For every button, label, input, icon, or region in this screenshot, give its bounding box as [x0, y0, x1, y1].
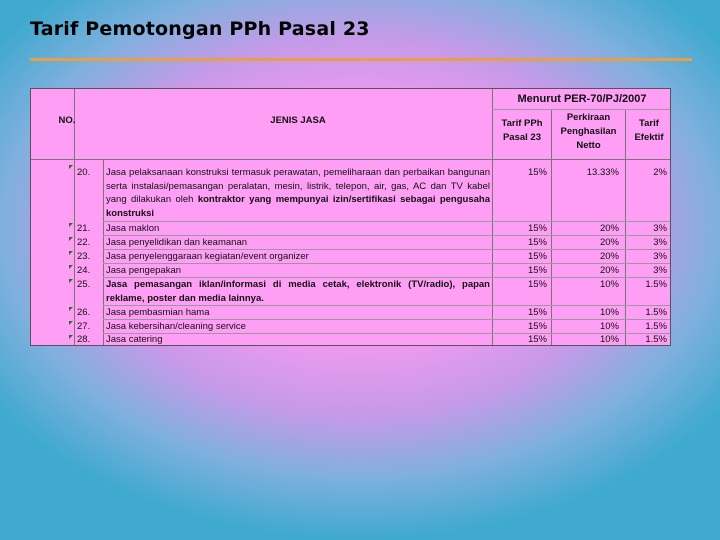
row-jenis: Jasa pemasangan iklan/informasi di media cetak, elektronik (TV/radio), papan reklame, poster dan media lainnya.: [106, 279, 490, 304]
tarif-table: [30, 88, 671, 346]
row-jenis: Jasa catering: [106, 334, 163, 345]
row-tarif: 15%: [527, 265, 547, 276]
row-netto: 20%: [599, 265, 619, 276]
row-divider: [103, 319, 670, 320]
col-divider: [74, 89, 75, 345]
title-underline: [30, 58, 692, 61]
row-no: 21.: [77, 223, 91, 234]
row-netto: 10%: [599, 321, 619, 332]
row-efektif: 3%: [653, 265, 667, 276]
row-divider: [103, 305, 670, 306]
row-netto: 20%: [599, 251, 619, 262]
header-tarif-pph: Tarif PPh Pasal 23: [501, 118, 543, 143]
row-tarif: 15%: [527, 251, 547, 262]
row-efektif: 1.5%: [645, 307, 667, 318]
row-jenis: Jasa penyelenggaraan kegiatan/event organizer: [106, 251, 309, 262]
col-divider: [103, 159, 104, 345]
row-marker-icon: [69, 335, 73, 339]
row-netto: 20%: [599, 237, 619, 248]
header-jenis-jasa: JENIS JASA: [270, 115, 326, 126]
row-netto: 10%: [599, 307, 619, 318]
row-jenis: [106, 166, 490, 220]
row-divider: [103, 249, 670, 250]
row-no: 24.: [77, 265, 91, 276]
row-efektif: 3%: [653, 223, 667, 234]
row-tarif: 15%: [527, 237, 547, 248]
row-tarif: 15%: [527, 334, 547, 345]
row-divider: [103, 221, 670, 222]
row-no: 28.: [77, 334, 91, 345]
row-efektif: 1.5%: [645, 321, 667, 332]
page-title: Tarif Pemotongan PPh Pasal 23: [30, 18, 370, 40]
row-marker-icon: [69, 165, 73, 169]
row-netto: 20%: [599, 223, 619, 234]
header-divider: [31, 159, 670, 160]
row-efektif: 1.5%: [645, 279, 667, 290]
row-marker-icon: [69, 321, 73, 325]
header-perkiraan-netto: Perkiraan Penghasilan Netto: [560, 112, 617, 151]
header-divider: [492, 109, 670, 110]
row-netto: 13.33%: [586, 167, 619, 178]
row-tarif: 15%: [527, 321, 547, 332]
row-no: 22.: [77, 237, 91, 248]
row-divider: [103, 263, 670, 264]
row-no: 20.: [77, 167, 91, 178]
row-no: 25.: [77, 279, 91, 290]
row-no: 26.: [77, 307, 91, 318]
row-efektif: 3%: [653, 237, 667, 248]
row-marker-icon: [69, 251, 73, 255]
header-no: NO.: [58, 115, 76, 126]
row-jenis-bold-text: kontraktor yang mempunyai izin/sertifikasi sebagai pengusaha konstruksi: [106, 194, 490, 219]
row-jenis: Jasa kebersihan/cleaning service: [106, 321, 246, 332]
row-netto: 10%: [599, 334, 619, 345]
row-jenis: Jasa maklon: [106, 223, 160, 234]
row-efektif: 2%: [653, 167, 667, 178]
row-jenis: Jasa pengepakan: [106, 265, 182, 276]
row-jenis: Jasa pembasmian hama: [106, 307, 210, 318]
row-jenis-text: Jasa pelaksanaan konstruksi termasuk perawatan, pemeliharaan dan perbaikan bangunan serta instalasi/pemasangan peralatan, mesin, listrik, telepon, air, gas, AC dan TV kabel yang dilakukan oleh: [106, 167, 490, 205]
header-group: Menurut PER-70/PJ/2007: [517, 93, 647, 105]
row-efektif: 1.5%: [645, 334, 667, 345]
row-marker-icon: [69, 237, 73, 241]
row-tarif: 15%: [527, 279, 547, 290]
row-marker-icon: [69, 279, 73, 283]
row-marker-icon: [69, 265, 73, 269]
row-marker-icon: [69, 307, 73, 311]
row-tarif: 15%: [527, 307, 547, 318]
row-efektif: 3%: [653, 251, 667, 262]
row-no: 23.: [77, 251, 91, 262]
row-jenis: Jasa penyelidikan dan keamanan: [106, 237, 248, 248]
header-tarif-efektif: Tarif Efektif: [634, 118, 664, 143]
row-netto: 10%: [599, 279, 619, 290]
row-marker-icon: [69, 223, 73, 227]
row-tarif: 15%: [527, 223, 547, 234]
row-tarif: 15%: [527, 167, 547, 178]
row-no: 27.: [77, 321, 91, 332]
row-divider: [103, 235, 670, 236]
